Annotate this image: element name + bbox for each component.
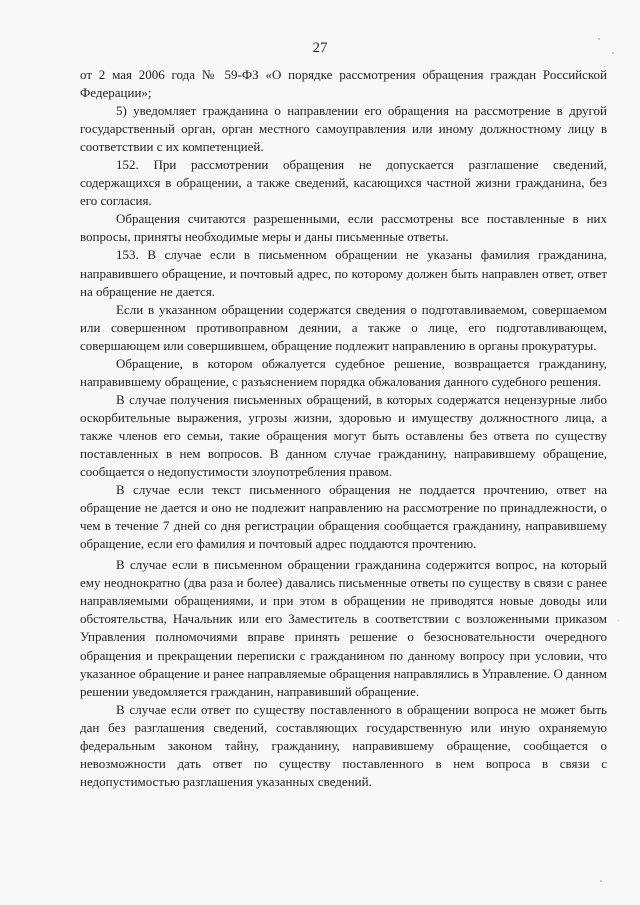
paragraph-152: 152. При рассмотрении обращения не допускается разглашение сведений, содержащихся в обращении, а также сведений, касающихся частной жизни гражданина, без его согласия. xyxy=(80,157,607,209)
paragraph-repeated-question: В случае если в письменном обращении гражданина содержится вопрос, на который ему неоднократно (два раза и более) давались письменные ответы по существу в связи с ранее направляемыми обращениями, и при этом в обращении не приводятся новые доводы или обстоятельства, Начальник или его Заместитель в соответствии с возложенными приказом Управления полномочиями вправе принять решение о безосновательности очередного обращения и прекращении переписки с гражданином по данному вопросу при условии, что указанное обращение и ранее направляемые обращения направлялись в Управление. О данном решении уведомляется гражданин, направивший обращение. xyxy=(80,557,607,699)
paragraph-prosecution: Если в указанном обращении содержатся сведения о подготавливаемом, совершаемом или совершенном противоправном деянии, а также о лице, его подготавливающем, совершающем или совершившем, обращение подлежит направлению в органы прокуратуры. xyxy=(80,301,607,353)
paragraph-153: 153. В случае если в письменном обращении не указаны фамилия гражданина, направившего обращение, и почтовый адрес, по которому должен быть направлен ответ, ответ на обращение не дается. xyxy=(80,247,607,299)
scan-speck xyxy=(604,66,605,67)
paragraph-illegible-text: В случае если текст письменного обращения не поддается прочтению, ответ на обращение не дается и оно не подлежит направлению на рассмотрение по принадлежности, о чем в течение 7 дней со дня регистрации обращения сообщается гражданину, направившему обращение, если его фамилия и почтовый адрес поддаются прочтению. xyxy=(80,482,607,552)
paragraph-continuation: от 2 мая 2006 года № 59-ФЗ «О порядке рассмотрения обращения граждан Российской Федерации»; xyxy=(80,67,607,101)
paragraph-obscene-appeals: В случае получения письменных обращений, в которых содержатся нецензурные либо оскорбительные выражения, угрозы жизни, здоровью и имуществу должностного лица, а также членов его семьи, такие обращения могут быть оставлены без ответа по существу поставленных в нем вопросов. В данном случае гражданину, направившему обращение, сообщается о недопустимости злоупотребления правом. xyxy=(80,391,607,480)
paragraph-court-decision: Обращение, в котором обжалуется судебное решение, возвращается гражданину, направившему обращение, с разъяснением порядка обжалования данного судебного решения. xyxy=(80,355,607,389)
document-body xyxy=(80,66,607,791)
paragraph-resolved-appeals: Обращения считаются разрешенными, если рассмотрены все поставленные в них вопросы, приняты необходимые меры и даны письменные ответы. xyxy=(80,211,607,245)
scan-speck xyxy=(612,52,614,54)
scan-speck xyxy=(600,880,602,882)
paragraph-item-5: 5) уведомляет гражданина о направлении его обращения на рассмотрение в другой государственный орган, орган местного самоуправления или иному должностному лицу в соответствии с их компетенцией. xyxy=(80,103,607,155)
scan-speck xyxy=(598,38,600,40)
paragraph-state-secret: В случае если ответ по существу поставленного в обращении вопроса не может быть дан без разглашения сведений, составляющих государственную или иную охраняемую федеральным законом тайну, гражданину, направившему обращение, сообщается о невозможности дать ответ по существу поставленного в нем вопроса в связи с недопустимостью разглашения указанных сведений. xyxy=(80,701,607,789)
page-number: 27 xyxy=(312,40,328,56)
scan-speck xyxy=(618,620,619,621)
